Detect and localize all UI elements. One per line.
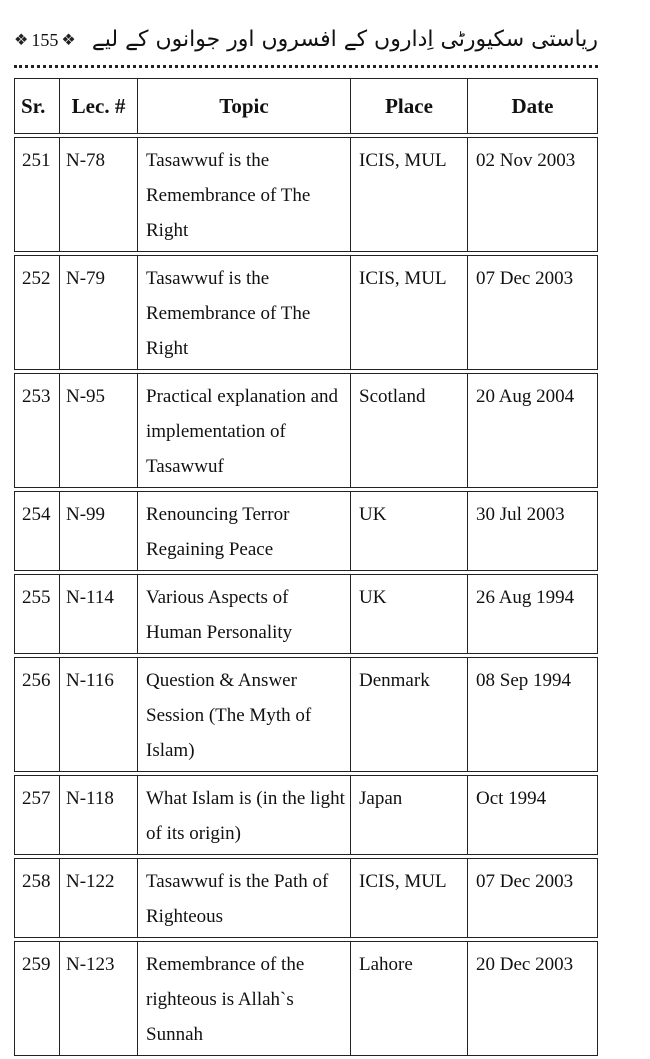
table-row (14, 137, 598, 252)
cell-sr: 257 (14, 775, 60, 855)
cell-sr: 255 (14, 574, 60, 654)
cell-place: ICIS, MUL (351, 255, 468, 370)
cell-place: Lahore (351, 941, 468, 1056)
cell-date: 20 Dec 2003 (468, 941, 598, 1056)
right-ornament-icon: ❖ (61, 31, 76, 49)
table-row (14, 657, 598, 772)
cell-topic: Tasawwuf is the Remembrance of The Right (138, 137, 351, 252)
cell-sr: 251 (14, 137, 60, 252)
cell-date: 30 Jul 2003 (468, 491, 598, 571)
cell-lecture: N-99 (60, 491, 138, 571)
table-row (14, 491, 598, 571)
cell-place: Scotland (351, 373, 468, 488)
table-row (14, 941, 598, 1056)
left-ornament-icon: ❖ (14, 31, 29, 49)
cell-place: UK (351, 574, 468, 654)
page-header (14, 22, 598, 64)
running-title: ریاستی سکیورٹی اِداروں کے افسروں اور جوانوں کے لیے (91, 27, 598, 52)
cell-lecture: N-79 (60, 255, 138, 370)
cell-lecture: N-95 (60, 373, 138, 488)
cell-sr: 253 (14, 373, 60, 488)
cell-place: Japan (351, 775, 468, 855)
column-header-lecture: Lec. # (60, 78, 138, 134)
cell-date: 26 Aug 1994 (468, 574, 598, 654)
table-row (14, 373, 598, 488)
cell-place: Denmark (351, 657, 468, 772)
cell-topic: Practical explanation and implementation of Tasawwuf (138, 373, 351, 488)
column-header-topic: Topic (138, 78, 351, 134)
cell-lecture: N-122 (60, 858, 138, 938)
cell-lecture: N-78 (60, 137, 138, 252)
page-number: 155 (31, 30, 59, 50)
cell-sr: 254 (14, 491, 60, 571)
cell-topic: Question & Answer Session (The Myth of Islam) (138, 657, 351, 772)
table-row (14, 775, 598, 855)
cell-topic: Tasawwuf is the Remembrance of The Right (138, 255, 351, 370)
cell-topic: What Islam is (in the light of its origin) (138, 775, 351, 855)
page-number-block (14, 30, 76, 51)
cell-lecture: N-123 (60, 941, 138, 1056)
cell-place: UK (351, 491, 468, 571)
header-divider (14, 65, 598, 68)
cell-date: Oct 1994 (468, 775, 598, 855)
column-header-date: Date (468, 78, 598, 134)
cell-date: 02 Nov 2003 (468, 137, 598, 252)
cell-lecture: N-116 (60, 657, 138, 772)
cell-topic: Tasawwuf is the Path of Righteous (138, 858, 351, 938)
table-row (14, 574, 598, 654)
cell-sr: 258 (14, 858, 60, 938)
cell-lecture: N-114 (60, 574, 138, 654)
column-header-place: Place (351, 78, 468, 134)
cell-lecture: N-118 (60, 775, 138, 855)
table-row (14, 255, 598, 370)
column-header-sr: Sr. (14, 78, 60, 134)
cell-place: ICIS, MUL (351, 137, 468, 252)
lectures-table (14, 75, 598, 1059)
cell-place: ICIS, MUL (351, 858, 468, 938)
cell-topic: Various Aspects of Human Personality (138, 574, 351, 654)
table-header-row (14, 78, 598, 134)
cell-date: 07 Dec 2003 (468, 255, 598, 370)
cell-sr: 259 (14, 941, 60, 1056)
cell-topic: Remembrance of the righteous is Allah`s Sunnah (138, 941, 351, 1056)
cell-sr: 252 (14, 255, 60, 370)
cell-topic: Renouncing Terror Regaining Peace (138, 491, 351, 571)
cell-date: 07 Dec 2003 (468, 858, 598, 938)
cell-sr: 256 (14, 657, 60, 772)
cell-date: 20 Aug 2004 (468, 373, 598, 488)
cell-date: 08 Sep 1994 (468, 657, 598, 772)
table-row (14, 858, 598, 938)
